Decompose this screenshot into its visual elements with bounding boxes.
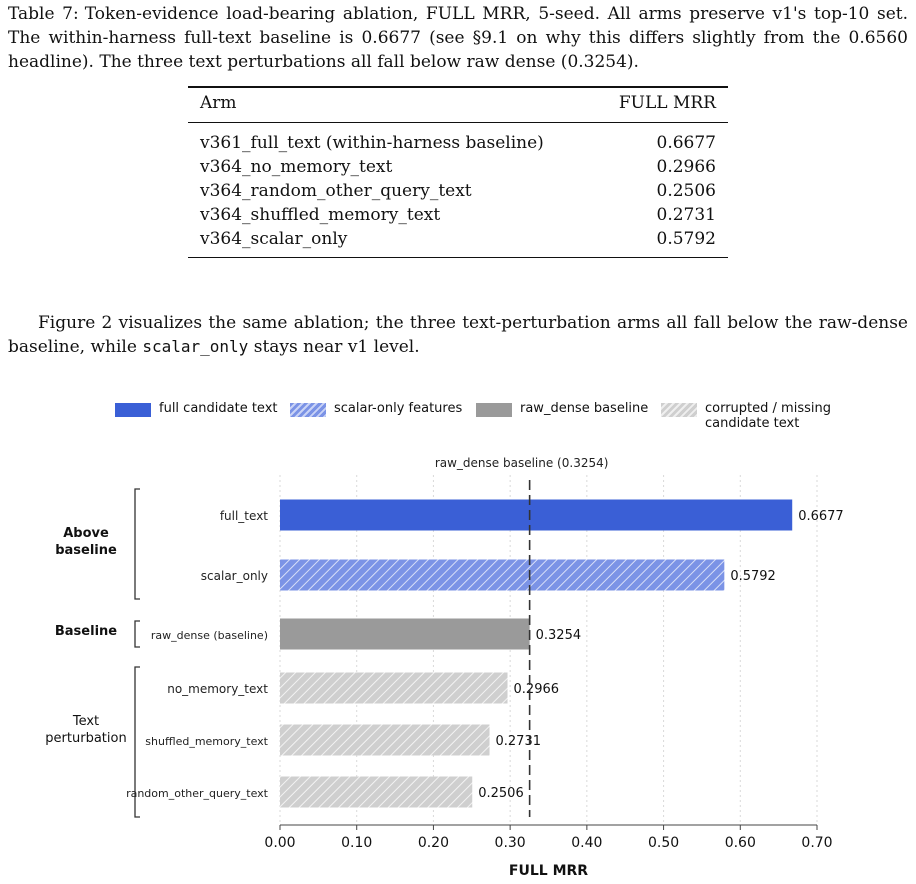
category-label: full_text — [219, 509, 268, 523]
x-axis-label: FULL MRR — [508, 863, 589, 879]
table-cell-mrr: 0.5792 — [656, 228, 716, 249]
group-label: Above baseline — [55, 526, 117, 558]
paragraph-text-before: Figure 2 visualizes the same ablation; the three text-perturbation arms all fall below the raw-dense baseline, while — [8, 313, 908, 357]
x-tick-label: 0.00 — [264, 835, 296, 851]
caption-label: Table 7: — [8, 4, 79, 24]
table-bottom-rule — [188, 257, 728, 259]
ablation-bar-chart — [28, 385, 888, 880]
x-tick-label: 0.10 — [341, 835, 373, 851]
ablation-figure — [28, 385, 888, 880]
bar — [280, 619, 530, 650]
table-row — [188, 131, 728, 155]
table-header-mrr: FULL MRR — [618, 92, 716, 113]
body-paragraph — [8, 311, 908, 359]
legend-label: full candidate text — [159, 401, 278, 416]
table-header-arm: Arm — [200, 92, 237, 113]
category-label: scalar_only — [200, 569, 268, 583]
group-bracket — [135, 621, 140, 647]
group-bracket — [135, 489, 140, 599]
table-body — [188, 123, 728, 251]
x-tick-label: 0.70 — [801, 835, 833, 851]
x-tick-label: 0.50 — [647, 835, 680, 851]
category-label: raw_dense (baseline) — [150, 629, 268, 642]
bar — [280, 777, 472, 808]
table-cell-mrr: 0.6677 — [656, 132, 716, 153]
bar — [280, 560, 724, 591]
table-row — [188, 179, 728, 203]
table-cell-mrr: 0.2506 — [656, 180, 716, 201]
table-row — [188, 203, 728, 227]
x-tick-label: 0.20 — [417, 835, 450, 851]
table-cell-arm: v364_shuffled_memory_text — [200, 204, 441, 225]
bar — [280, 673, 508, 704]
category-label: random_other_query_text — [126, 787, 268, 800]
value-label: 0.5792 — [730, 569, 776, 584]
legend-label: raw_dense baseline — [520, 401, 649, 416]
table-row — [188, 227, 728, 251]
value-label: 0.6677 — [798, 509, 844, 524]
x-tick-label: 0.60 — [724, 835, 756, 851]
table-cell-arm: v364_random_other_query_text — [200, 180, 472, 201]
paragraph-text-after: stays near v1 level. — [248, 337, 420, 357]
value-label: 0.2506 — [478, 786, 524, 801]
table-cell-mrr: 0.2966 — [656, 156, 716, 177]
table-row — [188, 155, 728, 179]
group-label: Text perturbation — [45, 714, 127, 746]
bar — [280, 500, 792, 531]
table-header-row — [188, 88, 728, 118]
table-caption — [8, 2, 908, 74]
inline-code: scalar_only — [142, 337, 249, 356]
table-cell-arm: v364_no_memory_text — [200, 156, 393, 177]
table-cell-mrr: 0.2731 — [656, 204, 716, 225]
category-label: shuffled_memory_text — [145, 735, 268, 748]
table-cell-arm: v364_scalar_only — [200, 228, 348, 249]
bar — [280, 725, 490, 756]
value-label: 0.2966 — [513, 682, 560, 697]
x-tick-label: 0.40 — [571, 835, 603, 851]
legend-label: scalar-only features — [334, 401, 463, 416]
legend-label: corrupted / missing candidate text — [705, 401, 831, 431]
x-tick-label: 0.30 — [494, 835, 526, 851]
results-table — [188, 86, 728, 258]
group-label: Baseline — [54, 624, 118, 639]
value-label: 0.3254 — [535, 628, 582, 643]
category-label: no_memory_text — [167, 682, 268, 696]
caption-text: Token-evidence load-bearing ablation, FULL MRR, 5-seed. All arms preserve v1's top-10 set. The within-harness full-text baseline is 0.6677 (see §9.1 on why this differs slightly from the 0.6560 headline). The three text perturbations all fall below raw dense (0.3254). — [8, 4, 908, 72]
table-cell-arm: v361_full_text (within-harness baseline) — [200, 132, 544, 153]
reference-line-label: raw_dense baseline (0.3254) — [434, 456, 609, 470]
value-label: 0.2731 — [495, 734, 542, 749]
